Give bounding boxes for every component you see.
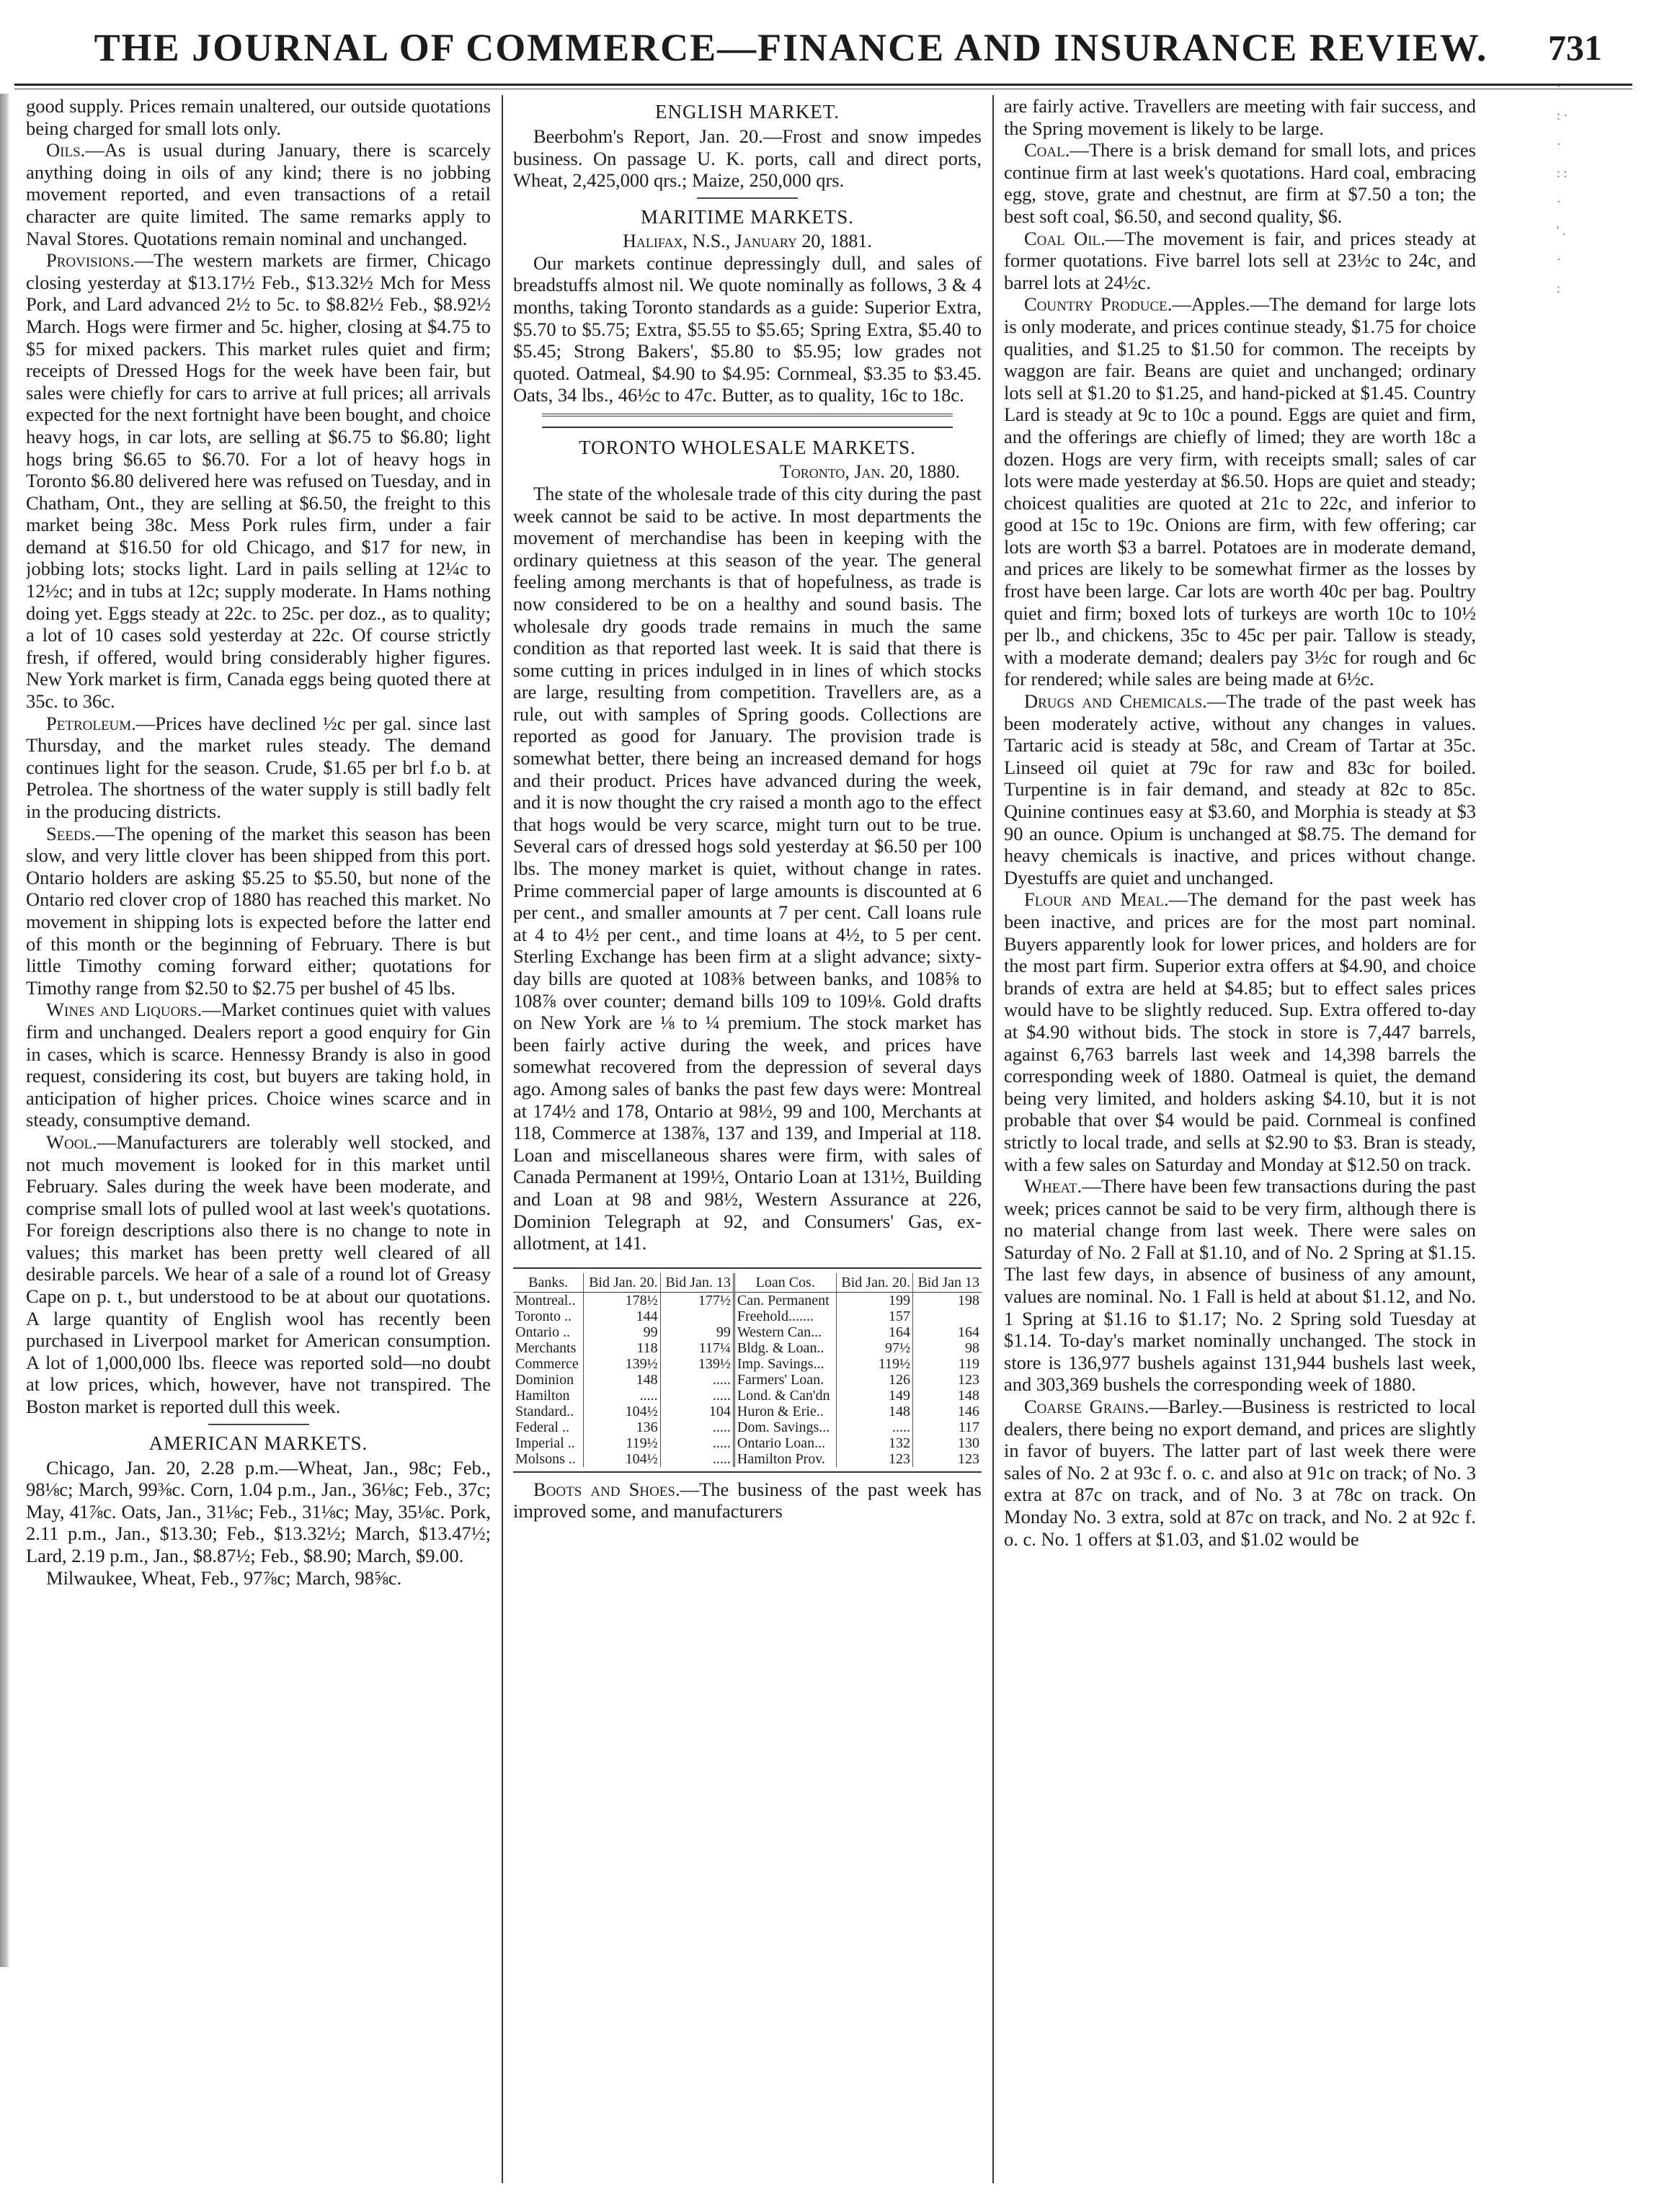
table-cell: Molsons ..	[515, 1450, 576, 1467]
table-cell: .....	[660, 1435, 734, 1451]
table-cell: Commerce	[515, 1355, 579, 1372]
table-cell: Hamilton	[515, 1387, 570, 1404]
oils-paragraph	[26, 139, 491, 249]
table-row	[513, 1419, 982, 1435]
table-cell: 98	[912, 1340, 982, 1356]
toronto-paragraph: The state of the wholesale trade of this city during the past week cannot be said to be active. In most departments the movement of merchandise has been in keeping with the ordinary quietness at this season of the year. The general feeling among merchants is that of hopefulness, as trade is now considered to be on a healthy and sound basis. The wholesale dry goods trade remains in much the same condition as that reported last week. It is said that there is some cutting in prices indulged in in lines of which stocks are large, resulting from competition. Travellers are, as a rule, out with samples of Spring goods. Collections are reported as good for January. The provision trade is somewhat better, there being an increased demand for hogs and their product. Prices have advanced during the week, and it is now thought the cry raised a month ago to the effect that hogs would be very scarce, might turn out to be true. Several cars of dressed hogs sold yesterday at $6.50 per 100 lbs. The money market is quiet, without change in rates. Prime commercial paper of large amounts is discounted at 6 per cent., and smaller amounts at 7 per cent. Call loans rule at 4 to 4½ per cent., and time loans at 4½, to 5 per cent. Sterling Exchange has been firm at a slight advance; sixty-day bills are quoted at 108⅜ between banks, and 108⅝ to 108⅞ over counter; demand bills 109 to 109⅛. Gold drafts on New York are ⅛ to ¼ premium. The stock market has been fairly active during the week, and prices have somewhat recovered from the depression of several days ago. Among sales of banks the past few days were: Montreal at 174½ and 178, Ontario at 98½, 99 and 100, Merchants at 118, Commerce at 138⅞, 137 and 139, and Imperial at 118. Loan and miscellaneous shares were firm, with sales of Canada Permanent at 199½, Ontario Loan at 131½, Building and Loan at 98 and 98½, Western Assurance at 226, Dominion Telegraph at 92, and Consumers' Gas, ex-allotment, at 141.	[513, 482, 982, 1254]
journal-title: THE JOURNAL OF COMMERCE—FINANCE AND INSURANCE REVIEW.	[94, 26, 1488, 69]
table-cell: 149	[836, 1388, 912, 1404]
table-row	[513, 1308, 982, 1324]
table-cell: Freehold.......	[734, 1308, 836, 1324]
column-header: Bid Jan. 13	[660, 1273, 734, 1293]
table-cell: .....	[660, 1451, 734, 1467]
column-header: Bid Jan. 20.	[836, 1273, 912, 1293]
section-rule	[697, 197, 798, 199]
paragraph-text: —There is a brisk demand for small lots, and prices continue firm at last week's quotations. Hard coal, embracing egg, stove, grate and chestnut, are firm at $7.50 a ton; the best soft coal, $6.50, and second quality, $6.	[1004, 139, 1476, 227]
column-header: Bid Jan 13	[912, 1273, 982, 1293]
section-label: Provisions.	[46, 249, 135, 272]
column-left	[26, 95, 491, 2183]
table-cell: 164	[836, 1324, 912, 1340]
table-cell: Imperial ..	[515, 1435, 575, 1451]
table-cell: 99	[584, 1324, 660, 1340]
column-header: Banks.	[513, 1273, 584, 1293]
table-cell: Can. Permanent	[734, 1292, 836, 1308]
maritime-paragraph: Our markets continue depressingly dull, and sales of breadstuffs almost nil. We quote nominally as follows, 3 & 4 months, taking Toronto standards as a guide: Superior Extra, $5.70 to $5.75; Extra, $5.55 to $5.65; Spring Extra, $5.40 to $5.45; Strong Bakers', $5.80 to $5.95; low grades not quoted. Oatmeal, $4.90 to $4.95: Cornmeal, $3.35 to $3.45. Oats, 34 lbs., 46½c to 47c. Butter, as to quality, 16c to 18c.	[513, 251, 982, 406]
scan-edge-shadow	[0, 94, 10, 1967]
paragraph-text: —As is usual during January, there is scarcely anything doing in oils of any kind; there is no jobbing movement reported, and even transactions of a retail character are quite limited. The same remarks apply to Naval Stores. Quotations remain nominal and unchanged.	[26, 139, 491, 249]
paragraph-text: —Market continues quiet with values firm and unchanged. Dealers report a good enquiry for Gin in cases, which is scarce. Hennessy Brandy is also in good request, considering its cost, but buyers are taking hold, in anticipation of higher prices. Choice wines scarce and in steady, consumptive demand.	[26, 999, 491, 1131]
paragraph-text: —The trade of the past week has been moderately active, without any changes in values. Tartaric acid is steady at 58c, and Cream of Tartar at 35c. Linseed oil quiet at 79c for raw and 83c for boiled. Turpentine is in fair demand, and steady at 82c to 85c. Quinine continues easy at $3.60, and Morphia is steady at $3 90 an ounce. Opium is unchanged at $8.75. The demand for heavy chemicals is inactive, and prices without change. Dyestuffs are quiet and unchanged.	[1004, 690, 1476, 888]
table-cell: Montreal..	[515, 1292, 576, 1308]
table-cell: 198	[912, 1292, 982, 1308]
wines-paragraph	[26, 999, 491, 1131]
table-cell: 199	[836, 1292, 912, 1308]
wool-paragraph	[26, 1131, 491, 1418]
table-row	[513, 1356, 982, 1372]
column-header: Loan Cos.	[734, 1273, 836, 1293]
table-cell	[660, 1308, 734, 1324]
table-cell: 123	[836, 1451, 912, 1467]
table-cell: Imp. Savings...	[734, 1356, 836, 1372]
table-cell: 99	[660, 1324, 734, 1340]
paragraph-text: —The western markets are firmer, Chicago closing yesterday at $13.17½ Feb., $13.32½ Mch for Mess Pork, and Lard advanced 2½ to 5c. to $8.82½ Feb., $8.92½ March. Hogs were firmer and 5c. higher, closing at $4.75 to $5 for mixed packers. This market rules quiet and firm; receipts of Dressed Hogs for the week have been fair, but sales were chiefly for cars to arrive at full prices; all arrivals expected for the next fortnight have been bought, and choice heavy hogs, in car lots, are selling at $6.75 to $6.80; light hogs bring $6.65 to $6.70. For a lot of heavy hogs in Toronto $6.80 delivered here was refused on Tuesday, and in Chatham, Ont., they are selling at $6.50, the freight to this market being 38c. Mess Pork rules firm, under a fair demand at $16.50 for old Chicago, and $17 for new, in jobbing lots; stocks light. Lard in pails selling at 12¼c to 12½c; and in tubs at 12c; supply moderate. In Hams nothing doing yet. Eggs steady at 22c. to 25c. per doz., as to quality; a lot of 10 cases sold yesterday at 22c. Of course strictly fresh, if offered, would bring considerably higher figures. New York market is firm, Canada eggs being quoted there at 35c. to 36c.	[26, 249, 491, 713]
table-cell: 177½	[660, 1292, 734, 1308]
column-right	[1004, 95, 1476, 2183]
section-label: Country Produce.	[1024, 293, 1173, 316]
table-cell	[912, 1308, 982, 1324]
table-cell: 119½	[836, 1356, 912, 1372]
table-cell: Hamilton Prov.	[734, 1451, 836, 1467]
table-cell: 117¼	[660, 1340, 734, 1356]
coal-oil-paragraph	[1004, 228, 1476, 294]
header-rule	[14, 84, 1632, 86]
paragraph-text: —The movement is fair, and prices steady at former quotations. Five barrel lots sell at 23½c to 24c, and barrel lots at 24½c.	[1004, 227, 1476, 293]
column-middle	[513, 95, 982, 2183]
section-label: Coal Oil.	[1024, 227, 1106, 249]
boots-paragraph	[513, 1479, 982, 1522]
table-cell: 164	[912, 1324, 982, 1340]
table-cell: Standard..	[515, 1403, 574, 1419]
coarse-grains-paragraph	[1004, 1396, 1476, 1550]
table-row	[513, 1292, 982, 1308]
table-cell: Merchants	[515, 1339, 577, 1356]
table-cell: 132	[836, 1435, 912, 1451]
page-number: 731	[1548, 27, 1602, 68]
table-row	[513, 1451, 982, 1467]
quotations-table	[513, 1273, 982, 1467]
quotations-table-container	[513, 1267, 982, 1473]
table-cell: .....	[836, 1419, 912, 1435]
section-label: Coarse Grains.	[1024, 1396, 1150, 1418]
table-cell: 123	[912, 1451, 982, 1467]
column-divider	[992, 95, 994, 2183]
column-divider	[502, 95, 503, 2183]
table-header-row	[513, 1273, 982, 1293]
ornamental-rule	[542, 414, 953, 428]
table-cell: .....	[660, 1388, 734, 1404]
table-cell: 139½	[584, 1356, 660, 1372]
maritime-dateline: Halifax, N.S., January 20, 1881.	[623, 230, 872, 251]
maritime-markets-heading: MARITIME MARKETS.	[640, 205, 854, 228]
paragraph-text: —The business of the past week has improved some, and manufacturers	[513, 1478, 982, 1522]
table-row	[513, 1388, 982, 1404]
seeds-paragraph	[26, 823, 491, 999]
table-row	[513, 1324, 982, 1340]
table-cell: 117	[912, 1419, 982, 1435]
table-cell: .....	[660, 1372, 734, 1388]
flour-paragraph	[1004, 888, 1476, 1175]
country-produce-paragraph	[1004, 293, 1476, 690]
section-label: Petroleum.	[46, 712, 136, 734]
table-cell: Lond. & Can'dn	[734, 1388, 836, 1404]
table-cell: 118	[584, 1340, 660, 1356]
table-cell: 146	[912, 1404, 982, 1419]
table-cell: 148	[912, 1388, 982, 1404]
section-label: Wheat.	[1024, 1175, 1082, 1198]
scan-margin-specks: · : · · : : · ' . · :	[1557, 79, 1568, 295]
milwaukee-paragraph: Milwaukee, Wheat, Feb., 97⅞c; March, 98⅝c.	[46, 1566, 402, 1589]
drugs-paragraph	[1004, 690, 1476, 888]
section-label: Flour and Meal.	[1024, 888, 1169, 911]
table-cell: 123	[912, 1372, 982, 1388]
section-label: Oils.	[46, 139, 86, 161]
column-header: Bid Jan. 20.	[584, 1273, 660, 1293]
table-cell: 104½	[584, 1451, 660, 1467]
toronto-markets-heading: TORONTO WHOLESALE MARKETS.	[579, 436, 916, 458]
page-header	[0, 22, 1654, 79]
paragraph-text: —Prices have declined ½c per gal. since last Thursday, and the market rules steady. The demand continues light for the season. Crude, $1.65 per brl f.o b. at Petrolea. The shortness of the water supply is still badly felt in the producing districts.	[26, 712, 491, 822]
table-cell: 136	[584, 1419, 660, 1435]
table-cell: 104	[660, 1404, 734, 1419]
section-label: Seeds.	[46, 822, 96, 844]
paragraph-text: —The opening of the market this season has been slow, and very little clover has been shipped from this port. Ontario holders are asking $5.25 to $5.50, but none of the Ontario red clover crop of 1880 has reached this market. No movement in shipping lots is expected before the latter end of this month or the beginning of February. There is but little Timothy coming forward either; quotations for Timothy range from $2.50 to $2.75 per bushel of 45 lbs.	[26, 822, 491, 999]
section-label: Wool.	[46, 1130, 97, 1153]
table-cell: 157	[836, 1308, 912, 1324]
paragraph-text: —Apples.—The demand for large lots is only moderate, and prices continue steady, $1.75 for choice qualities, and $1.25 to $1.50 for common. The receipts by waggon are fair. Beans are quiet and unchanged; ordinary lots sell at $1.20 to $1.25, and hand-picked at $1.45. Country Lard is steady at 9c to 10c a pound. Eggs are quiet and firm, and the offerings are chiefly of limed; they are worth 18c a dozen. Hogs are very firm, with receipts small; sales of car lots were made yesterday at $6.50. Hops are quiet and steady; choicest qualities are quoted at 21c to 22c, and inferior to good at 15c to 19c. Onions are firm, with few offering; car lots are worth $3 a barrel. Potatoes are in moderate demand, and prices are likely to be somewhat firmer as the losses by frost have been large. Car lots are worth 40c per bag. Poultry quiet and firm; boxed lots of turkeys are worth 10c to 10½ per lb., and chickens, 35c to 45c per pair. Tallow is steady, with a moderate demand; dealers pay 3½c for rough and 6c for rendered; while sales are being made at 6½c.	[1004, 293, 1476, 690]
table-cell: Toronto ..	[515, 1308, 572, 1324]
table-cell: .....	[660, 1419, 734, 1435]
american-markets-heading: AMERICAN MARKETS.	[148, 1432, 368, 1454]
table-cell: 119	[912, 1356, 982, 1372]
table-cell: 144	[584, 1308, 660, 1324]
table-cell: Dom. Savings...	[734, 1419, 836, 1435]
table-cell: Western Can...	[734, 1324, 836, 1340]
paragraph-text: —Manufacturers are tolerably well stocked, and not much movement is looked for in this market until February. Sales during the week have been moderate, and comprise small lots of pulled wool at last week's quotations. For foreign descriptions also there is no change to note in values; this market has been pretty well cleared of all desirable parcels. We hear of a sale of a round lot of Greasy Cape on p. t., but understood to be at about our quotations. A large quantity of English wool has recently been purchased in Liverpool market for American consumption. A lot of 1,000,000 lbs. fleece was reported sold—no doubt at low prices, which, however, have not transpired. The Boston market is reported dull this week.	[26, 1130, 491, 1418]
table-cell: .....	[584, 1388, 660, 1404]
table-body	[513, 1292, 982, 1467]
paragraph-text: —The demand for the past week has been inactive, and prices are for the most part nominal. Buyers apparently look for lower prices, and holders are for the most part firm. Superior extra offers at $4.90, and choice brands of extra are held at $4.85; but to effect sales prices would have to be slightly reduced. Sup. Extra offered to-day at $4.90 without bids. The stock in store is 7,447 barrels, against 6,763 barrels last week and 14,398 barrels the corresponding week of 1880. Oatmeal is quiet, the demand being very limited, and holders asking $4.10, but it is not probable that over $4 would be paid. Cornmeal is confined strictly to local trade, and sells at $2.90 to $3. Bran is steady, with a few sales on Saturday and Monday at $12.50 on track.	[1004, 888, 1476, 1175]
table-cell: 148	[836, 1404, 912, 1419]
table-cell: 119½	[584, 1435, 660, 1451]
table-cell: Ontario Loan...	[734, 1435, 836, 1451]
table-cell: Ontario ..	[515, 1324, 571, 1340]
american-markets-paragraph: Chicago, Jan. 20, 2.28 p.m.—Wheat, Jan., 98c; Feb., 98⅛c; March, 99⅜c. Corn, 1.04 p.m., Jan., 36⅛c; Feb., 37c; May, 41⅞c. Oats, Jan., 31⅛c; Feb., 31⅛c; May, 35⅛c. Pork, 2.11 p.m., Jan., $13.30; Feb., $13.32½; March, $13.47½; Lard, 2.19 p.m., Jan., $8.87½; Feb., $8.90; March, $9.00.	[26, 1456, 491, 1566]
article-paragraph: good supply. Prices remain unaltered, our outside quotations being charged for small lots only.	[26, 95, 491, 139]
table-cell: 148	[584, 1372, 660, 1388]
table-cell: Bldg. & Loan..	[734, 1340, 836, 1356]
table-cell: 178½	[584, 1292, 660, 1308]
table-cell: 139½	[660, 1356, 734, 1372]
table-row	[513, 1340, 982, 1356]
table-cell: Dominion	[515, 1371, 574, 1388]
provisions-paragraph	[26, 249, 491, 712]
paragraph-text: —Barley.—Business is restricted to local dealers, there being no export demand, and prices are slightly in favor of buyers. The latter part of last week there were sales of No. 2 at 93c f. o. c. and also at 91c on track; of No. 3 extra at 87c on track, and of No. 3 at 78c on track. On Monday No. 3 extra, sold at 87c on track, and No. 2 at 92c f. o. c. No. 1 offers at $1.03, and $1.02 would be	[1004, 1396, 1476, 1550]
table-cell: Farmers' Loan.	[734, 1372, 836, 1388]
section-label: Coal.	[1024, 139, 1070, 161]
paragraph-text: —There have been few transactions during the past week; prices cannot be said to be very firm, although there is no material change from last week. There were sales on Saturday of No. 2 Fall at $1.10, and of No. 2 Spring at $1.15. The last few days, in absence of business of any amount, values are nominal. No. 1 Fall is held at about $1.12, and No. 1 Spring at $1.16 to $1.17; No. 2 Spring sold Tuesday at $1.14. To-day's market nominally unchanged. The stock in store is 136,977 bushels against 131,944 bushels last week, and 303,369 bushels the corresponding week of 1880.	[1004, 1175, 1476, 1396]
table-cell: Federal ..	[515, 1419, 569, 1435]
section-label: Boots and Shoes.	[533, 1478, 680, 1500]
section-label: Wines and Liquors.	[46, 999, 203, 1021]
table-row	[513, 1435, 982, 1451]
toronto-dateline: Toronto, Jan. 20, 1880.	[779, 460, 960, 482]
table-cell: Huron & Erie..	[734, 1404, 836, 1419]
table-cell: 130	[912, 1435, 982, 1451]
english-market-paragraph: Beerbohm's Report, Jan. 20.—Frost and snow impedes business. On passage U. K. ports, call and direct ports, Wheat, 2,425,000 qrs.; Maize, 250,000 qrs.	[513, 125, 982, 192]
section-label: Drugs and Chemicals.	[1024, 690, 1207, 713]
table-cell: 97½	[836, 1340, 912, 1356]
table-row	[513, 1372, 982, 1388]
petroleum-paragraph	[26, 713, 491, 823]
table-cell: 104½	[584, 1404, 660, 1419]
section-rule	[208, 1424, 309, 1425]
table-cell: 126	[836, 1372, 912, 1388]
coal-paragraph	[1004, 139, 1476, 227]
article-paragraph: are fairly active. Travellers are meeting with fair success, and the Spring movement is likely to be large.	[1004, 95, 1476, 139]
wheat-paragraph	[1004, 1175, 1476, 1396]
table-row	[513, 1404, 982, 1419]
english-market-heading: ENGLISH MARKET.	[655, 101, 840, 122]
